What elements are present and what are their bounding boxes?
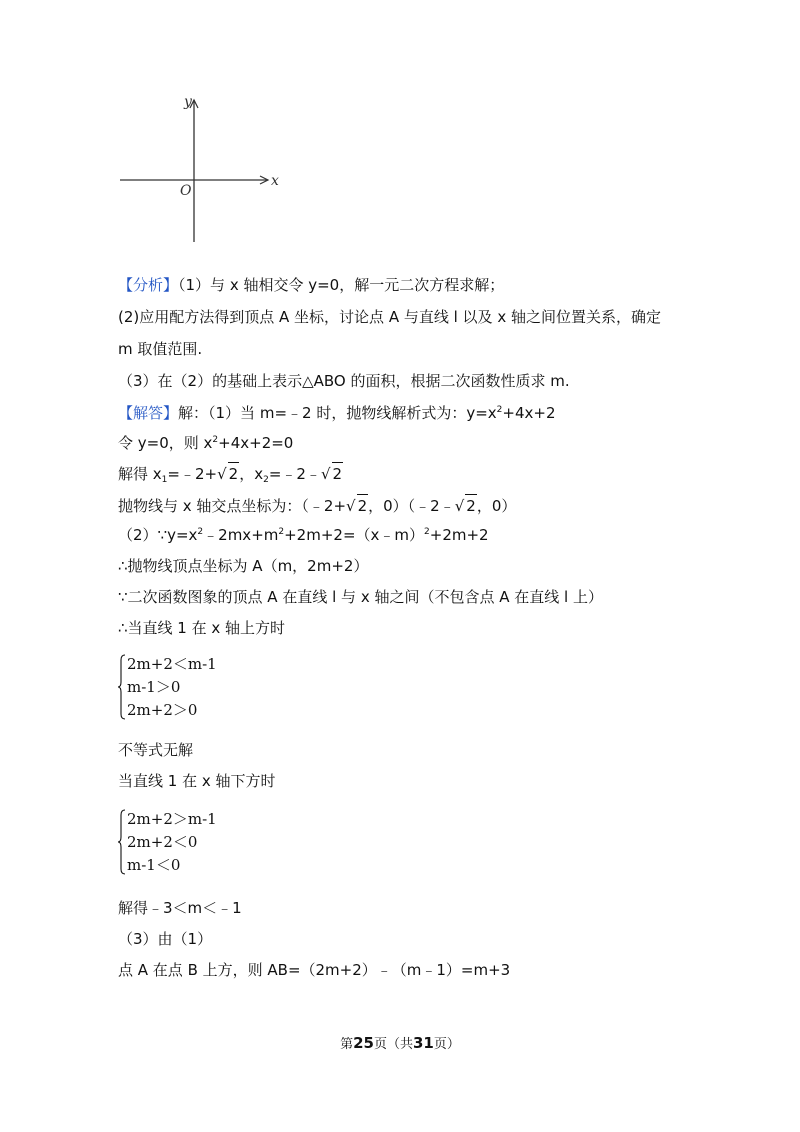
sqrt-symbol: √ 2 bbox=[217, 462, 239, 485]
inequality-row: 2m+2＜m-1 bbox=[127, 655, 217, 673]
left-brace-icon bbox=[118, 809, 126, 875]
answer-line-13: 点 A 在点 B 上方，则 AB=（2m+2）﹣（m﹣1）=m+3 bbox=[118, 961, 511, 979]
analysis-line-4: （3）在（2）的基础上表示△ABO 的面积，根据二次函数性质求 m. bbox=[118, 372, 570, 390]
answer-line-12: （3）由（1） bbox=[118, 930, 213, 948]
sqrt-symbol: √ 2 bbox=[321, 462, 343, 485]
inequality-system-1 bbox=[118, 654, 228, 720]
analysis-line-1: 【分析】（1）与 x 轴相交令 y=0，解一元二次方程求解； bbox=[118, 276, 505, 294]
answer-line-6: ∴抛物线顶点坐标为 A（m，2m+2） bbox=[118, 557, 369, 575]
answer-line-8: ∴当直线 1 在 x 轴上方时 bbox=[118, 619, 286, 637]
sqrt-symbol: √ 2 bbox=[455, 494, 477, 517]
answer-tag: 【解答】 bbox=[118, 404, 179, 422]
inequality-row: 2m+2＜0 bbox=[127, 833, 198, 851]
inequality-row: m-1＜0 bbox=[127, 856, 181, 874]
inequality-system-2 bbox=[118, 809, 228, 875]
coordinate-axes-figure bbox=[118, 92, 288, 244]
answer-line-5: $(2)\because y=x^2﹣2mx+m^2+2m+2=(x﹣m)^2+2m+2$ bbox=[118, 526, 489, 544]
inequality-row: 2m+2＞m-1 bbox=[127, 810, 217, 828]
left-brace-icon bbox=[118, 654, 126, 720]
answer-line-1: 【解答】解：（1）当 m=﹣2 时，抛物线解析式为：$y=x^2+4x+2$ bbox=[118, 404, 556, 422]
y-axis-label: y bbox=[184, 94, 192, 110]
x-axis-label: x bbox=[271, 173, 279, 189]
analysis-line-2: (2)应用配方法得到顶点 A 坐标，讨论点 A 与直线 l 以及 x 轴之间位置关系，确定 bbox=[118, 308, 661, 326]
inequality-row: 2m+2＞0 bbox=[127, 701, 198, 719]
answer-line-10: 当直线 1 在 x 轴下方时 bbox=[118, 772, 276, 790]
answer-line-4: 抛物线与 x 轴交点坐标为：（﹣2+√ 2，0）（﹣2﹣√ 2，0） bbox=[118, 494, 516, 517]
origin-label: O bbox=[180, 183, 192, 199]
answer-line-11: 解得﹣3＜m＜﹣1 bbox=[118, 899, 242, 917]
page-number-footer: 第25页（共31页） bbox=[340, 1034, 460, 1052]
answer-line-9: 不等式无解 bbox=[118, 741, 194, 759]
inequality-row: m-1＞0 bbox=[127, 678, 181, 696]
analysis-tag: 【分析】 bbox=[118, 276, 179, 294]
analysis-line-3: m 取值范围. bbox=[118, 340, 203, 358]
answer-line-2: 令 y=0，则 $x^2+4x+2=0$ bbox=[118, 434, 294, 452]
answer-line-3: 解得 $x_1=﹣2+√$ 2，$x_2=﹣2﹣√$ 2 bbox=[118, 462, 343, 485]
sqrt-symbol: √ 2 bbox=[346, 494, 368, 517]
answer-line-7: ∵二次函数图象的顶点 A 在直线 l 与 x 轴之间（不包含点 A 在直线 l 上） bbox=[118, 588, 603, 606]
